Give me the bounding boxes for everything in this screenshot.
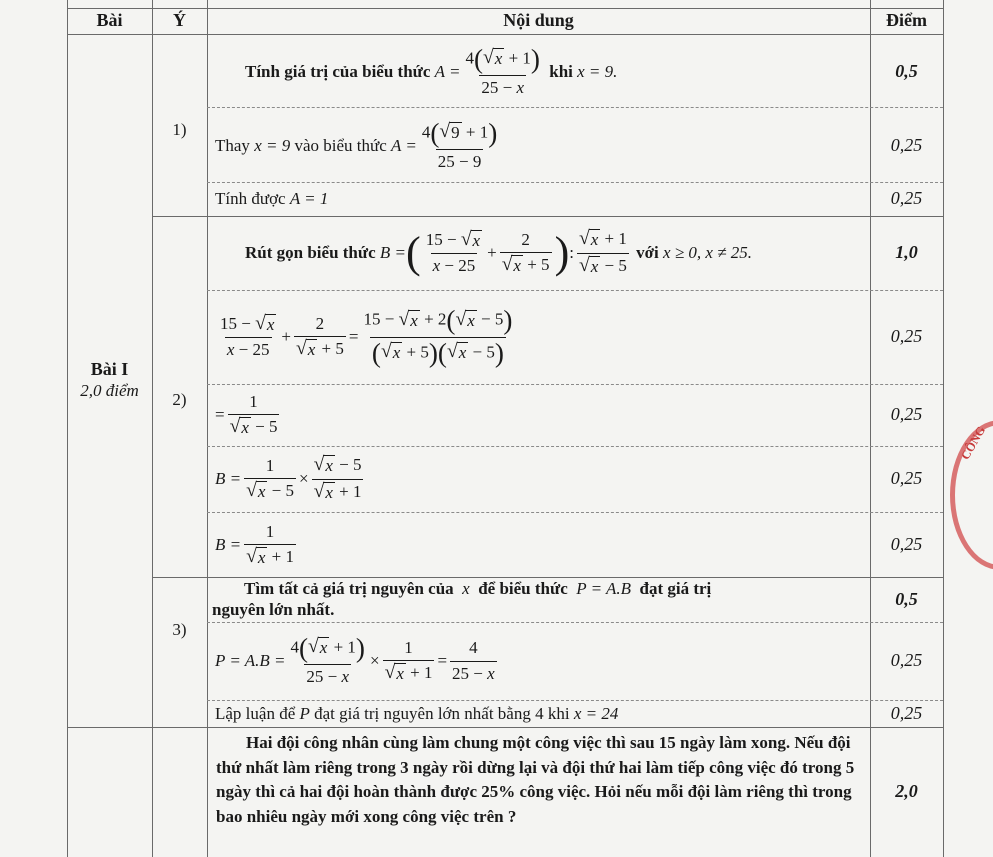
part1-step2: [215, 184, 865, 214]
part1-task-suffix: khi: [549, 61, 573, 81]
part2-step1: 15 − √ x x − 25 + 2 √ x + 5 = 15 − √ x + 2( √ x − 5) ( √ x + 5)( √ x − 5): [220, 305, 513, 368]
part1-label: 1): [172, 119, 187, 139]
header-noidung: Nội dung: [503, 10, 574, 31]
step-math: x = 9: [254, 135, 291, 155]
header-bai: Bài: [96, 10, 123, 31]
part2-step4-points: 0,25: [890, 534, 923, 555]
header-diem: Điểm: [886, 10, 927, 31]
part3-label: 3): [172, 619, 187, 639]
step-math: 4: [535, 703, 544, 723]
part1-task-prefix: Tính giá trị của biểu thức: [245, 61, 431, 81]
part2-step2-points: 0,25: [890, 404, 923, 425]
step-text: đạt giá trị nguyên lớn nhất bằng: [314, 703, 531, 723]
part2-task-prefix: Rút gọn biểu thức: [245, 242, 376, 262]
part1-task-cond: x = 9.: [577, 61, 618, 81]
row-divider: [207, 622, 943, 623]
part2-task-suffix: với: [636, 242, 659, 262]
row-divider: [207, 182, 943, 183]
row-divider: [207, 107, 943, 108]
table-border: [67, 34, 943, 35]
table-border: [152, 216, 943, 217]
part3-task-line1c: đạt giá trị: [639, 579, 712, 599]
part1-step1: Thay x = 9 vào biểu thức A = 4( √ 9 + 1) 25 − 9: [215, 117, 498, 171]
step-text: vào biểu thức: [294, 135, 387, 155]
part3-task-line2: nguyên lớn nhất.: [212, 599, 335, 619]
step-text: Thay: [215, 135, 250, 155]
part2-step4: B = 1 √ x + 1: [215, 521, 294, 567]
row-divider: [207, 700, 943, 701]
expr-A: 4( √ x + 1) 25 − x: [465, 43, 540, 97]
row-divider: [207, 290, 943, 291]
part1-step1-points: 0,25: [890, 135, 923, 156]
part2-step3-points: 0,25: [890, 468, 923, 489]
step-math: x = 24: [573, 703, 619, 723]
part3-task: Tìm tất cả giá trị nguyên của x để biểu thức P = A.B đạt giá trị nguyên lớn nhất.: [212, 579, 712, 619]
table-border: [207, 0, 208, 857]
row-divider: [207, 384, 943, 385]
part1-task: Tính giá trị của biểu thức A = 4( √ x + 1) 25 − x khi x = 9.: [245, 43, 618, 97]
part3-task-points: 0,5: [895, 588, 918, 609]
part3-step1-points: 0,25: [890, 650, 923, 671]
part2-step3: B = 1 √ x − 5 × √ x − 5 √ x + 1: [215, 454, 362, 502]
part1-task-points: 0,5: [895, 61, 918, 82]
bai2-points: 2,0: [895, 781, 918, 802]
step-math: A = 1: [289, 188, 329, 208]
part2-step1-points: 0,25: [890, 326, 923, 347]
row-divider: [207, 512, 943, 513]
part2-task-points: 1,0: [895, 242, 918, 263]
table-border: [943, 0, 944, 857]
part3-step1: P = A.B = 4( √ x + 1) 25 − x × 1 √ x + 1 = $\frac{4}{25 - x}$: [215, 632, 495, 686]
part3-step2-points: 0,25: [890, 703, 923, 724]
part3-task-line1b: để biểu thức: [478, 579, 568, 599]
row-divider: [207, 446, 943, 447]
bai2-text: Hai đội công nhân cùng làm chung một công việc thì sau 15 ngày làm xong. Nếu đội thứ nhất làm riêng trong 3 ngày rồi dừng lại và đội thứ hai làm tiếp công việc đó trong 5 ngày thì cả hai đội hoàn thành được 25% công việc. Hỏi nếu mỗi đội làm riêng thì trong bao nhiêu ngày mới xong công việc trên ?: [216, 733, 855, 826]
part2-task: Rút gọn biểu thức B = ( 15 − √ x x − 25 + 2 √ x + 5 ) : √ x + 1 √ x − 5 với x ≥ 0, x ≠ 25.: [245, 227, 753, 277]
part3-task-line1: Tìm tất cả giá trị nguyên của: [244, 579, 454, 599]
part2-label: 2): [172, 389, 187, 409]
part2-step2: = 1 √ x − 5: [215, 391, 278, 437]
step-text: Lập luận để: [215, 703, 296, 723]
step-text: Tính được: [215, 188, 286, 208]
step-text: khi: [547, 703, 570, 723]
bai1-title: Bài I: [90, 359, 129, 379]
part2-task-cond: x ≥ 0, x ≠ 25.: [663, 242, 753, 262]
table-border: [67, 0, 68, 857]
stamp-text: CÔNG: [958, 423, 989, 462]
bai1-label: [67, 350, 152, 410]
header-y: Ý: [173, 10, 186, 31]
part1-step2-points: 0,25: [890, 188, 923, 209]
bai2-problem: [212, 729, 868, 855]
expr-A-substituted: 4( √ 9 + 1) 25 − 9: [421, 117, 498, 171]
table-border: [67, 727, 943, 728]
part3-step2: Lập luận để P đạt giá trị nguyên lớn nhất bằng 4 khi x = 24: [215, 703, 619, 723]
bai1-points: 2,0 điểm: [80, 380, 139, 400]
